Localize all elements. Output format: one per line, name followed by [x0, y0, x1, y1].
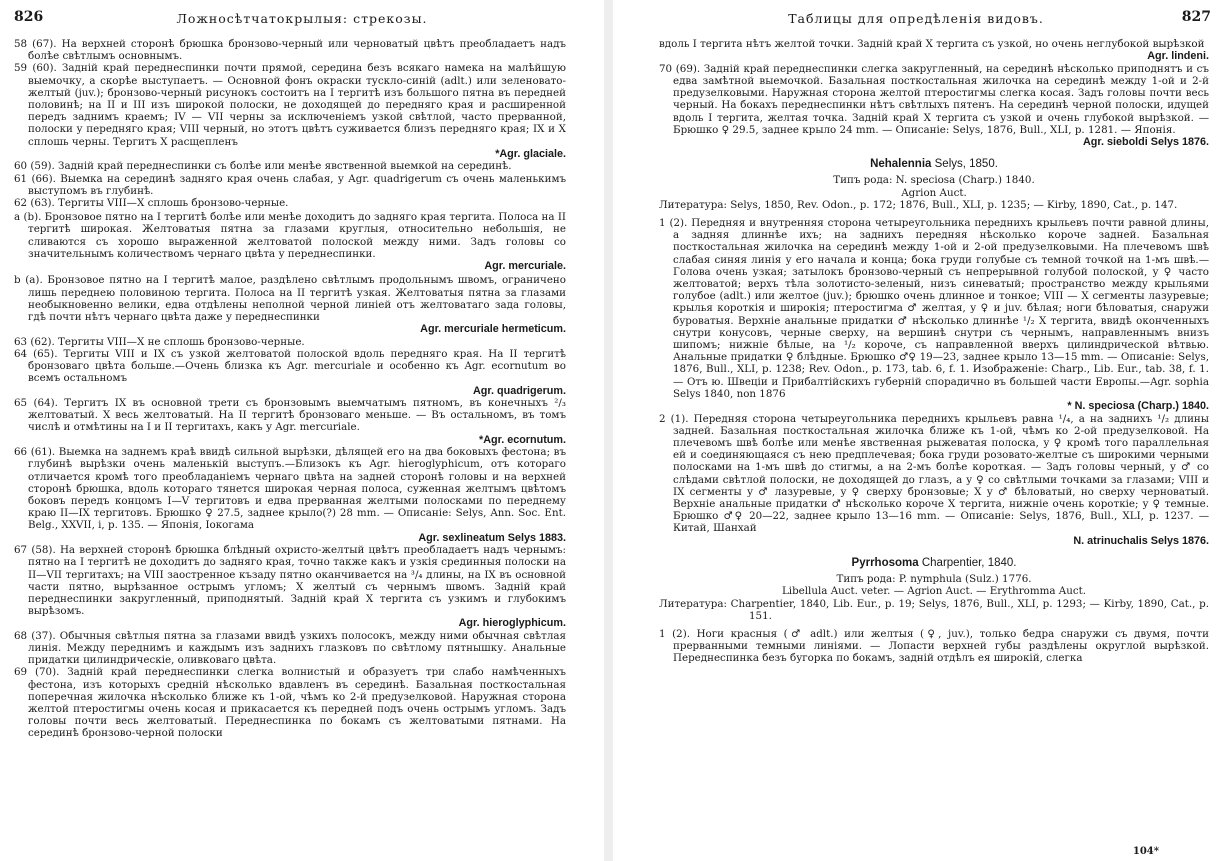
key-entry: 64 (65). Тергиты VIII и IX съ узкой желтоватой полоской вдоль передняго края. На II тергитѣ бронзоваго цвѣта больше.—Очень близка къ Agr. mercuriale и особенно къ Agr. ecornutum во всемъ остальномъ	[14, 347, 566, 385]
genus-entries	[659, 217, 1209, 547]
species-name: *Agr. glaciale.	[495, 147, 566, 160]
signature-mark: 104*	[1132, 846, 1159, 857]
key-entry: 69 (70). Задній край переднеспинки слегка волнистый и образуетъ три слабо намѣченныхъ фестона, изъ которыхъ средній нѣсколько вдавленъ въ серединѣ. Базальная посткостальная поперечная жилочка нѣсколько ближе къ 1-ой, чѣмъ ко 2-й предузелковой. Наружная сторона желтой птеростигмы очень косая и прикасается къ передней подъ очень острымъ угломъ. Задъ головы почти весь желтоватый. Переднеспинка по бокамъ съ желтоватыми пятнами. На серединѣ бронзово-черной полоски	[14, 666, 566, 740]
right-header	[613, 6, 1219, 30]
key-entry: b (a). Бронзовое пятно на I тергитѣ малое, раздѣлено свѣтлымъ продольнымъ швомъ, ограничено лишь переднею половиною тергита. Полоса на II тергитѣ узкая. Желтоватыя пятна за глазами необыкновенно велики, едва отдѣлены неполной черной линіей отъ желтоватаго зада головы, гдѣ почти нѣтъ чернаго цвѣта даже у переднеспинки	[14, 274, 566, 324]
left-body	[0, 38, 604, 861]
species-name: Agr. hieroglyphicum.	[458, 617, 566, 630]
genus-name: Nehalennia	[870, 158, 932, 171]
key-entry: 58 (67). На верхней сторонѣ брюшка бронзово-черный или черноватый цвѣтъ преобладаетъ надъ болѣе свѣтлымъ основнымъ.	[14, 38, 566, 63]
page-number: 827	[1181, 9, 1211, 25]
species-name: Agr. lindeni.	[1147, 50, 1209, 63]
genus-author: Charpentier, 1840.	[921, 557, 1017, 570]
genus-type: Типъ рода: P. nymphula (Sulz.) 1776.	[836, 573, 1032, 586]
species-name: Agr. sexlineatum Selys 1883.	[418, 531, 566, 544]
genus-author: Selys, 1850.	[934, 158, 998, 171]
species-name: Agr. sieboldi Selys 1876.	[1082, 135, 1209, 148]
key-entry: 63 (62). Тергиты VIII—X не сплошь бронзово-черные.	[14, 335, 305, 348]
species-name: * N. speciosa (Charp.) 1840.	[1067, 400, 1209, 413]
key-entry: 68 (37). Обычныя свѣтлыя пятна за глазами ввидѣ узкихъ полосокъ, между ними обычная свѣтлая линія. Между переднимъ и каждымъ изъ заднихъ глазковъ по свѣтлому пятнышку. Анальные придатки цилиндрическіе, оливковаго цвѣта.	[14, 629, 566, 667]
species-name: Agr. quadrigerum.	[473, 384, 566, 397]
literature: Литература: Charpentier, 1840, Lib. Eur., p. 19; Selys, 1876, Bull., XLI, p. 1293; — Kirby, 1890, Cat., p. 151.	[659, 597, 1209, 622]
genus-type: Типъ рода: N. speciosa (Charp.) 1840.	[833, 174, 1035, 187]
key-entry: 1 (2). Ноги красныя (♂ adlt.) или желтыя (♀, juv.), только бедра снаружи съ двумя, почти прерванными темными линіями. — Лопасти верхней губы раздѣлены округлой вырѣзкой. Переднеспинка безъ бугорка по бокамъ, задній отдѣлъ ея широкій, слегка	[659, 627, 1209, 665]
key-entry: 65 (64). Тергитъ IX въ основной трети съ бронзовымъ выемчатымъ пятномъ, въ конечныхъ ²/₃ желтоватый. X весь желтоватый. На II тергитѣ бронзоваго меньше. — Въ остальномъ, въ томъ числѣ и отмѣтины на I и II тергитахъ, какъ у Agr. mercuriale.	[14, 397, 566, 434]
literature: Литература: Selys, 1850, Rev. Odon., p. 172; 1876, Bull., XLI, p. 1235; — Kirby, 1890, Cat., p. 147.	[659, 198, 1178, 211]
genus-heading	[659, 557, 1209, 569]
key-entry: 1 (2). Передняя и внутренняя сторона четыреугольника переднихъ крыльевъ почти равной длины, а задняя длиннѣе ихъ; на заднихъ передняя нѣсколько короче задней. Базальная посткостальная жилочка на серединѣ между 1-ой и 2-ой предузелковыми. На плечевомъ швѣ слабая синяя линія у его начала и конца; бока груди голубые съ темной точкой на 1-мъ швѣ.—Голова очень узкая; затылокъ бронзово-черный съ непрерывной голубой полоской, у ♀ часто желтоватой; верхъ тѣла золотисто-зеленый, низъ синеватый; пространство между крыльями голубое (adlt.) или желтое (juv.); брюшко очень длинное и тонкое; VIII — X сегменты лазуревые; крылья короткія и широкія; птеростигма ♂ желтая, у ♀ и juv. бѣлая; ноги бѣловатыя, снаружи буроватыя. Верхніе анальные придатки ♂ нѣсколько длиннѣе ¹/₂ X тергита, ввидѣ оконченныхъ снутри конусовъ, черные сверху, на вершинѣ снутри съ чернымъ, направленнымъ внизъ шипомъ; нижніе бѣлые, на ¹/₂ короче, съ направленной вверхъ цилиндрической вѣтвью. Анальные придатки ♀ блѣдные. Брюшко ♂♀ 19—23, заднее крыло 13—15 mm. — Описаніе: Selys, 1876, Bull., XLI, p. 1238; Rev. Odon., p. 173, tab. 6, f. 1. Изображеніе: Charp., Lib. Eur., tab. 38, f. 1. — Отъ ю. Швеціи и Прибалтійскихъ губерній спорадично въ большей части Европы.—Agr. sophia Selys 1840, non 1876	[659, 217, 1209, 400]
genus-name: Pyrrhosoma	[851, 557, 919, 570]
page-number: 826	[14, 9, 44, 25]
left-header	[0, 6, 604, 30]
species-name: *Agr. ecornutum.	[479, 433, 566, 446]
running-head: Ложносѣтчатокрылыя: стрекозы.	[176, 11, 428, 26]
key-entry: 61 (66). Выемка на серединѣ задняго края очень слабая, у Agr. quadrigerum съ очень маленькимъ выступомъ въ глубинѣ.	[14, 172, 566, 197]
key-entry: 67 (58). На верхней сторонѣ брюшка блѣдный охристо-желтый цвѣтъ преобладаетъ надъ чернымъ: пятно на I тергитѣ не доходитъ до задняго края, точно также какъ и узкія срединныя полоски на II—VII тергитахъ; на VIII заостренное къзаду пятно оканчивается на ³/₄ длины, на IX въ основной части пятно, вырѣзанное острымъ угломъ; X желтый съ чернымъ швомъ. Задній край переднеспинки закругленный, приподнятый. Задній край X тергита съ узкимъ и глубокимъ вырѣзомъ.	[14, 544, 566, 618]
key-entry: вдоль I тергита нѣтъ желтой точки. Задній край X тергита съ узкой, но очень неглубокой вырѣзкой	[659, 38, 1205, 50]
gutter	[604, 0, 613, 861]
right-page	[613, 0, 1219, 861]
key-entry: 60 (59). Задній край переднеспинки съ болѣе или менѣе явственной выемкой на серединѣ.	[14, 160, 512, 173]
running-head: Таблицы для опредѣленія видовъ.	[788, 11, 1044, 26]
key-entry: a (b). Бронзовое пятно на I тергитѣ болѣе или менѣе доходитъ до задняго края тергита. Полоса на II тергитѣ широкая. Желтоватыя пятна за глазами круглыя, относительно небольшія, не сливаются съ хорошо выраженной желтоватой полоской между ними. Задъ головы со значительнымъ количествомъ чернаго цвѣта у переднеспинки.	[14, 211, 566, 260]
species-name: Agr. mercuriale.	[484, 259, 566, 272]
key-entry: 70 (69). Задній край переднеспинки слегка закругленный, на серединѣ нѣсколько приподнятъ и съ едва замѣтной выемочкой. Базальная посткостальная жилочка на серединѣ между 1-ой и 2-й предузелковыми. Наружная сторона желтой птеростигмы слегка косая. Задъ головы почти весь черный. На бокахъ переднеспинки нѣтъ свѣтлыхъ пятенъ. На серединѣ черной полоски, идущей вдоль I тергита, желтая точка. Задній край X тергита съ узкой и очень глубокой вырѣзкой. — Брюшко ♀ 29.5, заднее крыло 24 mm. — Описаніе: Selys, 1876, Bull., XLI, p. 1281. — Японія.	[659, 62, 1209, 136]
right-body	[613, 38, 1219, 861]
species-name: N. atrinuchalis Selys 1876.	[1073, 534, 1209, 547]
key-entry: 2 (1). Передняя сторона четыреугольника переднихъ крыльевъ равна ¹/₄, а на заднихъ ¹/₂ длины задней. Базальная посткостальная жилочка ближе къ 1-ой, чѣмъ ко 2-ой предузелковой. На плечевомъ швѣ болѣе или менѣе явственная рыжеватая полоска, у ♀ кромѣ того параллельная ей и соединяющаяся съ нею предплечевая; бока груди розовато-желтые съ широкими черными полосками на 1-мъ швѣ до стигмы, а на 2-мъ болѣе короткая. — Задъ головы черный, у ♂ со слѣдами свѣтлой полоски, не доходящей до глазъ, а у ♀ со свѣтлыми точками за глазами; VIII и IX сегменты у ♂ лазуревые, у ♀ сверху бронзовые; X у ♂ бѣловатый, но сверху черноватый. Верхніе анальные придатки ♂ нѣсколько короче X тергита, нижніе очень короткіе; у ♀ темные. Брюшко ♂♀ 20—22, заднее крыло 13—16 mm. — Описаніе: Selys, 1876, Bull., XLI, p. 1237. — Китай, Шанхай	[659, 412, 1209, 535]
genus-synonym: Libellula Auct. veter. — Agrion Auct. — Erythromma Auct.	[781, 585, 1087, 598]
genus-heading	[659, 158, 1209, 170]
key-entry: 62 (63). Тергиты VIII—X сплошь бронзово-черные.	[14, 196, 289, 209]
genus-synonym: Agrion Auct.	[901, 186, 967, 199]
key-entry: 59 (60). Задній край переднеспинки почти прямой, середина безъ всякаго намека на малѣйшую выемочку, а скорѣе выступаетъ. — Основной фонъ окраски тускло-синій (adlt.) или зеленовато-желтый (juv.); бронзово-черный рисунокъ состоитъ на I тергитѣ изъ большого пятна въ передней половинѣ; на II и III изъ широкой полоски, не доходящей до передняго края и расширенной передъ заднимъ краемъ; IV — VII черны за исключеніемъ узкой свѣтлой, часто прерванной, полоски у передняго края; VIII черный, но этотъ цвѣтъ суживается близъ передняго края; IX и X сплошь черны. Тергитъ X расщепленъ	[14, 62, 566, 148]
left-page	[0, 0, 604, 861]
species-name: Agr. mercuriale hermeticum.	[420, 323, 566, 336]
key-entry: 66 (61). Выемка на заднемъ краѣ ввидѣ сильной вырѣзки, дѣлящей его на два боковыхъ фестона; въ глубинѣ вырѣзки очень маленькій выступъ.—Близокъ къ Agr. hieroglyphicum, отъ котораго отличается кромѣ того преобладаніемъ чернаго цвѣта на задней сторонѣ головы и на верхней сторонѣ брюшка, вдоль котораго тянется широкая черная полоса, суженная желтымъ цвѣтомъ боковъ передъ концомъ I—V тергитовъ и едва прерванная желтыми полосками по переднему краю II—IX тергитовъ. Брюшко ♀ 27.5, заднее крыло(?) 28 mm. — Описаніе: Selys, Ann. Soc. Ent. Belg., XXVII, i, p. 135. — Японія, Іокогама	[14, 446, 566, 532]
